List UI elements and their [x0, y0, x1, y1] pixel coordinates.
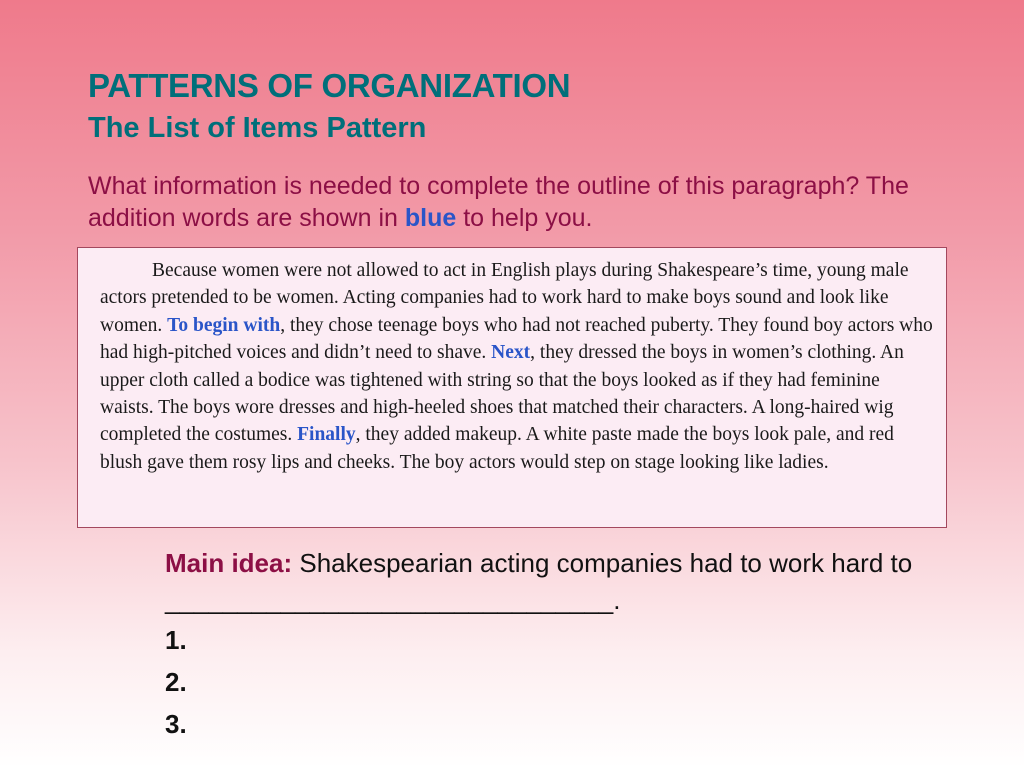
question-part1: What information is needed to complete the outline of this paragraph? The addition words are shown in — [88, 172, 909, 232]
passage-segment: , they added makeup. A white paste made the boys look pale, and red blush gave them rosy lips and cheeks. The boy actors would step on stage looking like ladies. — [100, 424, 894, 473]
main-idea-text: Shakespearian acting companies had to work hard to _______________________________. — [165, 548, 913, 615]
slide-title: PATTERNS OF ORGANIZATION — [88, 67, 571, 104]
question-highlight: blue — [404, 204, 457, 232]
outline — [165, 545, 925, 745]
slide-subtitle: The List of Items Pattern — [88, 112, 427, 144]
question-part2: to help you. — [456, 204, 593, 232]
addition-word: Next — [491, 342, 531, 364]
passage-paragraph — [100, 257, 936, 476]
main-idea-label: Main idea: — [165, 548, 293, 578]
passage-segment: , they dressed the boys in women’s clothing. An upper cloth called a bodice was tightened with string so that the boys looked as if they had feminine waists. The boys wore dresses and high-heeled shoes that matched their characters. A long-haired wig completed the costumes. — [100, 342, 904, 446]
outline-item-1: 1. — [165, 625, 187, 655]
main-idea — [165, 545, 925, 619]
outline-item-2: 2. — [165, 667, 187, 697]
question-text — [88, 170, 968, 234]
passage-segment: Because women were not allowed to act in English plays during Shakespeare’s time, young male actors pretended to be women. Acting companies had to work hard to make boys sound and look like women. — [100, 260, 909, 336]
addition-word: To begin with — [167, 314, 281, 336]
addition-word: Finally — [297, 424, 356, 446]
passage-box — [77, 247, 947, 528]
outline-item-3: 3. — [165, 709, 187, 739]
passage-segment: , they chose teenage boys who had not reached puberty. They found boy actors who had high-pitched voices and didn’t need to shave. — [100, 314, 933, 364]
